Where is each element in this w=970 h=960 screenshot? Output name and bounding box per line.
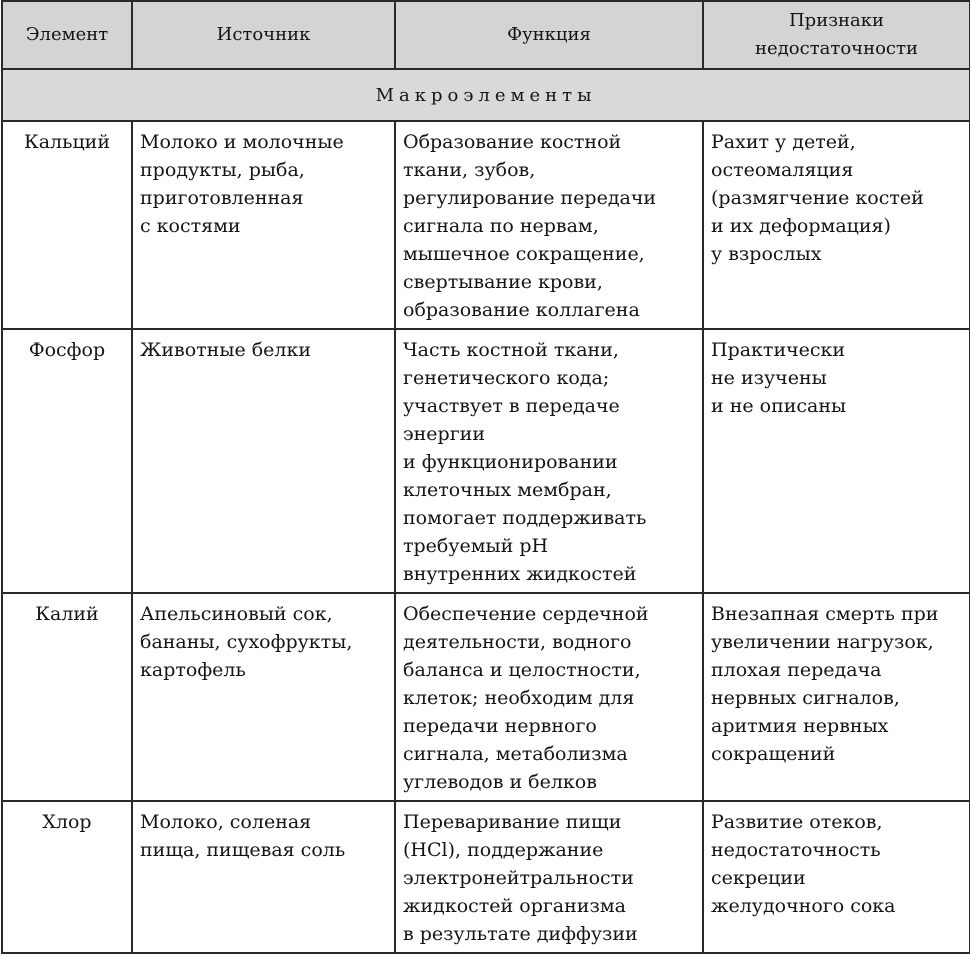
text-line: регулирование передачи — [403, 187, 657, 209]
text-line: Образование костной — [403, 131, 622, 153]
table-row — [2, 329, 970, 593]
macroelements-table — [1, 0, 970, 954]
text-line: Обеспечение сердечной — [403, 603, 649, 625]
element-cell — [2, 593, 132, 801]
table-row — [2, 593, 970, 801]
text-line: плохая передача — [711, 659, 882, 681]
source-cell — [132, 801, 395, 953]
text-line: продукты, рыба, — [140, 159, 305, 181]
text-line: требуемый pH — [403, 535, 549, 557]
text-line: генетического кода; — [403, 367, 610, 389]
section-title: Макроэлементы — [2, 69, 970, 121]
source-cell — [132, 593, 395, 801]
function-cell — [395, 121, 703, 329]
source-cell — [132, 329, 395, 593]
table-row — [2, 121, 970, 329]
text-line: Апельсиновый сок, — [140, 603, 333, 625]
element-name: Кальций — [24, 131, 110, 153]
text-line: баланса и целостности, — [403, 659, 641, 681]
section-row — [2, 69, 970, 121]
element-name: Фосфор — [28, 339, 106, 361]
text-line: электронейтральности — [403, 867, 634, 889]
text-line: нервных сигналов, — [711, 687, 900, 709]
text-line: картофель — [140, 659, 246, 681]
text-line: клеток; необходим для — [403, 687, 635, 709]
header-element: Элемент — [2, 1, 132, 69]
text-line: с костями — [140, 215, 241, 237]
header-deficiency-line1: Признаки — [788, 10, 884, 31]
text-line: остеомаляция — [711, 159, 854, 181]
text-line: Переваривание пищи — [403, 811, 622, 833]
element-cell — [2, 121, 132, 329]
text-line: пища, пищевая соль — [140, 839, 346, 861]
header-deficiency-line2: недостаточности — [755, 38, 918, 59]
deficiency-cell — [703, 329, 970, 593]
text-line: клеточных мембран, — [403, 479, 612, 501]
deficiency-cell — [703, 121, 970, 329]
text-line: и не описаны — [711, 395, 847, 417]
text-line: аритмия нервных — [711, 715, 889, 737]
text-line: приготовленная — [140, 187, 304, 209]
element-name: Хлор — [42, 811, 92, 833]
text-line: мышечное сокращение, — [403, 243, 645, 265]
text-line: и функционировании — [403, 451, 618, 473]
text-line: деятельности, водного — [403, 631, 632, 653]
text-line: Молоко, соленая — [140, 811, 312, 833]
text-line: образование коллагена — [403, 299, 640, 321]
text-line: жидкостей организма — [403, 895, 626, 917]
header-deficiency — [703, 1, 970, 69]
text-line: сигнала по нервам, — [403, 215, 599, 237]
text-line: в результате диффузии — [403, 923, 638, 945]
text-line: сокращений — [711, 743, 836, 765]
text-line: Развитие отеков, — [711, 811, 883, 833]
text-line: участвует в передаче — [403, 395, 620, 417]
text-line: у взрослых — [711, 243, 822, 265]
text-line: Молоко и молочные — [140, 131, 344, 153]
element-cell — [2, 801, 132, 953]
text-line: углеводов и белков — [403, 771, 597, 793]
element-cell — [2, 329, 132, 593]
element-name: Калий — [35, 603, 99, 625]
text-line: недостаточность — [711, 839, 881, 861]
text-line: Практически — [711, 339, 846, 361]
text-line: энергии — [403, 423, 485, 445]
text-line: Рахит у детей, — [711, 131, 856, 153]
text-line: Животные белки — [140, 339, 312, 361]
text-line: и их деформация) — [711, 215, 891, 237]
text-line: внутренних жидкостей — [403, 563, 637, 585]
header-row — [2, 1, 970, 69]
text-line: увеличении нагрузок, — [711, 631, 934, 653]
text-line: (размягчение костей — [711, 187, 924, 209]
header-function: Функция — [395, 1, 703, 69]
text-line: Часть костной ткани, — [403, 339, 619, 361]
table-row — [2, 801, 970, 953]
text-line: не изучены — [711, 367, 827, 389]
source-cell — [132, 121, 395, 329]
deficiency-cell — [703, 593, 970, 801]
text-line: сигнала, метаболизма — [403, 743, 628, 765]
header-source: Источник — [132, 1, 395, 69]
text-line: свертывание крови, — [403, 271, 603, 293]
deficiency-cell — [703, 801, 970, 953]
text-line: помогает поддерживать — [403, 507, 647, 529]
text-line: секреции — [711, 867, 806, 889]
function-cell — [395, 329, 703, 593]
function-cell — [395, 801, 703, 953]
text-line: (HCl), поддержание — [403, 839, 604, 861]
text-line: бананы, сухофрукты, — [140, 631, 353, 653]
function-cell — [395, 593, 703, 801]
text-line: желудочного сока — [711, 895, 896, 917]
text-line: ткани, зубов, — [403, 159, 536, 181]
text-line: передачи нервного — [403, 715, 597, 737]
text-line: Внезапная смерть при — [711, 603, 939, 625]
